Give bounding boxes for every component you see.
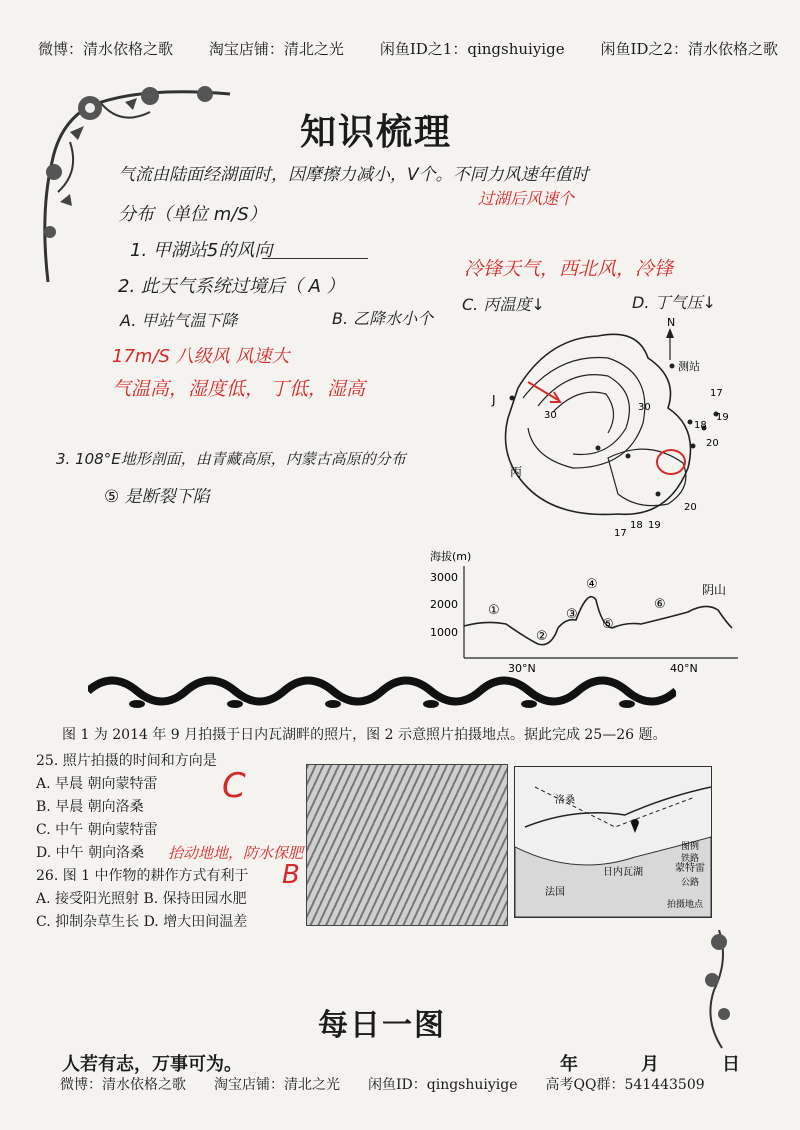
q26-option-d: D. 增大田间温差 [143, 914, 248, 930]
note-q3-answer: ⑤ 是断裂下陷 [104, 487, 210, 507]
q26-options [36, 888, 247, 934]
note-option-b: B. 乙降水小个 [332, 309, 434, 328]
q26-option-b: B. 保持田园水肥 [143, 891, 247, 907]
iso-label-30b: 30 [638, 402, 651, 413]
profile-tick-1000: 1000 [430, 626, 458, 639]
profile-marker-4: ④ [586, 577, 598, 592]
north-label: N [667, 318, 676, 329]
profile-tick-3000: 3000 [430, 571, 458, 584]
q26-note: 抬动地地，防水保肥 [168, 844, 304, 862]
q25-answer: C [222, 766, 246, 806]
label-J: J [492, 393, 496, 407]
q26-option-c: C. 抑制杂草生长 [36, 914, 140, 930]
note-q2: 2. 此天气系统过境后（ A ） [118, 276, 345, 297]
station-label: 测站 [678, 360, 700, 373]
map2-legend-title: 图例 [681, 842, 700, 852]
note-red-insert: 过湖后风速个 [478, 189, 575, 208]
iso-label-18b: 18 [630, 520, 643, 531]
note-line-1: 气流由陆面经湖面时，因摩擦力减小，V个。不同力风速年值时 [118, 165, 589, 185]
iso-label-19a: 19 [716, 412, 729, 423]
q25-option-b: B. 早晨 朝向洛桑 [36, 799, 144, 815]
footer-weibo: 微博：清水依格之歌 [60, 1077, 186, 1093]
q26-answer: B [282, 860, 300, 890]
date-line [560, 1050, 740, 1076]
iso-label-17a: 17 [710, 388, 723, 399]
note-option-d: D. 丁气压↓ [632, 293, 716, 312]
section-title: 知识梳理 [300, 112, 453, 153]
footer-qq: 高考QQ群：541443509 [545, 1077, 705, 1093]
label-bing: 丙 [510, 465, 523, 479]
q25-option-c: C. 中午 朝向蒙特雷 [36, 822, 158, 838]
footer-xianyu: 闲鱼ID：qingshuiyige [368, 1077, 518, 1093]
q26-stem: 26. 图 1 中作物的耕作方式有利于 [36, 868, 249, 884]
header-weibo: 微博：清水依格之歌 [38, 40, 174, 58]
profile-marker-3: ③ [566, 607, 578, 622]
intro-text: 图 1 为 2014 年 9 月拍摄于日内瓦湖畔的照片，图 2 示意照片拍摄地点。据此完成 25—26 题。 [62, 727, 667, 743]
profile-marker-6: ⑥ [654, 597, 666, 612]
profile-marker-2: ② [536, 629, 548, 644]
map2-label-geneva: 日内瓦湖 [603, 867, 643, 878]
lake-geneva-map [514, 766, 712, 918]
red-wind-arrow [528, 382, 558, 400]
wavy-divider [88, 674, 676, 708]
header-xianyu-1: 闲鱼ID之1：qingshuiyige [379, 40, 565, 58]
photo-point-marker [631, 819, 639, 833]
note-option-a: A. 甲站气温下降 [120, 311, 238, 330]
footer-taobao: 淘宝店铺：清北之光 [214, 1077, 340, 1093]
rail-line [525, 787, 711, 827]
header-taobao: 淘宝店铺：清北之光 [208, 40, 344, 58]
profile-ylabel: 海拔(m) [430, 550, 472, 563]
vine-ornament-icon [694, 930, 744, 1050]
question-25 [36, 750, 249, 888]
profile-terrain-line [464, 597, 732, 645]
q25-option-a: A. 早晨 朝向蒙特雷 [36, 776, 158, 792]
iso-label-19b: 19 [648, 520, 661, 531]
map2-label-france: 法国 [545, 887, 565, 898]
iso-label-30a: 30 [544, 410, 557, 421]
iso-label-20b: 20 [684, 502, 697, 513]
iso-label-20a: 20 [706, 438, 719, 449]
note-q1: 1. 甲湖站5的风向 [130, 240, 273, 261]
q25-option-d: D. 中午 朝向洛桑 [36, 845, 145, 861]
isoline-southeast [608, 449, 686, 506]
map2-label-montreux: 蒙特雷 [675, 863, 705, 874]
elevation-profile [426, 548, 742, 678]
q25-stem: 25. 照片拍摄的时间和方向是 [36, 753, 217, 769]
map2-legend-road: 公路 [681, 878, 700, 888]
map2-legend-rail: 铁路 [681, 854, 700, 864]
note-red-temp: 气温高，湿度低， 丁低，湿高 [112, 378, 366, 400]
profile-tick-30N: 30°N [508, 662, 536, 675]
profile-marker-5: ⑤ [602, 617, 614, 632]
note-q3: 3. 108°E地形剖面，由青藏高原，内蒙古高原的分布 [56, 450, 406, 468]
date-day: 日 [722, 1054, 740, 1075]
lake-outline [506, 334, 691, 514]
profile-label-yinshan: 阴山 [702, 583, 727, 597]
page-footer [60, 1074, 760, 1094]
map2-label-lausanne: 洛桑 [555, 795, 575, 806]
page-header [38, 38, 778, 59]
note-red-wind: 17m/S 八级风 风速大 [112, 346, 290, 367]
profile-marker-1: ① [488, 603, 500, 618]
vineyard-photo [306, 764, 508, 926]
date-month: 月 [641, 1054, 659, 1075]
lake-isoline-map [478, 318, 740, 540]
daily-title: 每日一图 [318, 1008, 446, 1043]
date-year: 年 [560, 1054, 578, 1075]
iso-label-17b: 17 [614, 528, 627, 539]
profile-tick-40N: 40°N [670, 662, 698, 675]
header-xianyu-2: 闲鱼ID之2：清水依格之歌 [600, 40, 778, 58]
map2-legend-point: 拍摄地点 [667, 900, 704, 910]
road-line [535, 787, 695, 827]
note-red-cold-front: 冷锋天气，西北风，冷锋 [464, 258, 674, 280]
iso-label-18a: 18 [694, 420, 707, 431]
motto: 人若有志，万事可为。 [62, 1054, 242, 1075]
profile-tick-2000: 2000 [430, 598, 458, 611]
q26-option-a: A. 接受阳光照射 [36, 891, 140, 907]
isoline-inner [553, 392, 614, 433]
note-line-2: 分布（单位 m/S） [118, 204, 267, 225]
note-option-c: C. 丙温度↓ [462, 295, 545, 314]
answer-blank-line [262, 258, 368, 259]
